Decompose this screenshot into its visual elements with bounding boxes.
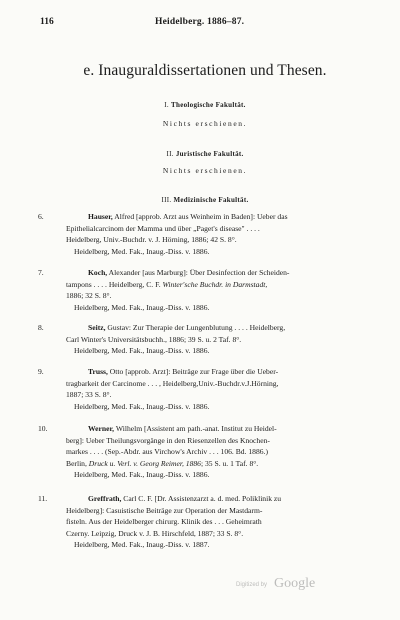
- entry-text: markes . . . . (Sep.-Abdr. aus Virchow's Archiv . . . 106. Bd. 1886.): [66, 447, 268, 457]
- nothing-published-note: Nichts erschienen.: [162, 119, 248, 128]
- entry-text: Heidelberg, Univ.-Buchdr. v. J. Hörning, 1886; 42 S. 8°.: [66, 235, 237, 245]
- running-title: Heidelberg. 1886–87.: [155, 17, 245, 27]
- entry-dissertation-note: Heidelberg, Med. Fak., Inaug.-Diss. v. 1886.: [74, 401, 210, 411]
- entry-text: Berlin,: [66, 458, 89, 468]
- dissertation-entry: [38, 366, 370, 412]
- entry-number: 8.: [38, 323, 44, 332]
- section-title: e. Inauguraldissertationen und Thesen.: [83, 62, 327, 79]
- entry-number: 10.: [38, 424, 48, 433]
- entry-author: Greffrath,: [88, 494, 122, 503]
- entry-number: 6.: [38, 212, 44, 221]
- svg-text:Google: Google: [274, 576, 316, 591]
- entry-text: Czerny. Leipzig, Druck v. J. B. Hirschfeld, 1887; 33 S. 8°.: [66, 528, 244, 538]
- dissertation-entry: [38, 493, 370, 551]
- faculty-heading-law: [40, 150, 370, 158]
- faculty-numeral: III.: [161, 196, 172, 204]
- entry-text: tragbarkeit der Carcinome . . . , Heidelberg,Univ.-Buchdr.v.J.Hörning,: [66, 378, 279, 388]
- entry-dissertation-note: Heidelberg, Med. Fak., Inaug.-Diss. v. 1886.: [74, 246, 210, 256]
- entry-text: Carl C. F. [Dr. Assistenzarzt a. d. med. Poliklinik zu: [121, 494, 282, 503]
- entry-text: Gustav: Zur Therapie der Lungenblutung . . . . Heidelberg,: [105, 323, 286, 332]
- entry-dissertation-note: Heidelberg, Med. Fak., Inaug.-Diss. v. 1886.: [74, 346, 210, 356]
- entry-text: 1886; 32 S. 8°.: [66, 291, 112, 301]
- entry-text: Wilhelm [Assistent am path.-anat. Institut zu Heidel-: [114, 424, 277, 433]
- dissertation-entry: [38, 423, 370, 481]
- entry-dissertation-note: Heidelberg, Med. Fak., Inaug.-Diss. v. 1887.: [74, 540, 210, 550]
- entry-text: berg]: Ueber Theilungsvorgänge in den Riesenzellen des Knochen-: [66, 435, 270, 445]
- faculty-numeral: I.: [164, 101, 169, 109]
- entry-number: 11.: [38, 494, 48, 503]
- faculty-name: Theologische Fakultät.: [171, 101, 246, 109]
- entry-text: ; 35 S. u. 1 Taf. 8°.: [200, 458, 259, 468]
- entry-author: Truss,: [88, 367, 108, 376]
- dissertation-entry: [38, 211, 370, 257]
- entry-number: 7.: [38, 268, 44, 277]
- entry-printer-italic: Druck u. Verl. v. Georg Reimer, 1886: [88, 458, 201, 468]
- entry-text: Heidelberg]: Casuistische Beiträge zur Operation der Mastdarm-: [66, 505, 263, 515]
- entry-text: fisteln. Aus der Heidelberger chirurg. Klinik des . . . Geheimrath: [66, 517, 262, 527]
- faculty-name: Medizinische Fakultät.: [173, 196, 249, 204]
- entry-text: Epithelialcarcinom der Mamma und über „Paget's disease" . . . .: [66, 223, 260, 233]
- google-watermark-logo: [236, 572, 326, 592]
- entry-text: tampons . . . . Heidelberg, C. F.: [66, 279, 163, 289]
- page-number: 116: [40, 17, 54, 27]
- dissertation-entry: [38, 267, 370, 313]
- faculty-heading-theology: [40, 101, 370, 109]
- entry-author: Koch,: [88, 268, 108, 277]
- entry-author: Werner,: [88, 424, 115, 433]
- entry-author: Hauser,: [88, 212, 113, 221]
- entry-dissertation-note: Heidelberg, Med. Fak., Inaug.-Diss. v. 1886.: [74, 302, 210, 312]
- faculty-heading-medicine: [40, 196, 370, 204]
- faculty-name: Juristische Fakultät.: [175, 150, 244, 158]
- svg-text:Digitized by: Digitized by: [236, 582, 268, 588]
- entry-text: Alfred [approb. Arzt aus Weinheim in Baden]: Ueber das: [112, 212, 288, 221]
- entry-text: 1887; 33 S. 8°.: [66, 390, 112, 400]
- entry-author: Seitz,: [88, 323, 106, 332]
- faculty-numeral: II.: [166, 150, 174, 158]
- dissertation-entry: [38, 322, 370, 357]
- entry-text: Otto [approb. Arzt]: Beiträge zur Frage über die Ueber-: [107, 367, 279, 376]
- entry-text: Alexander [aus Marburg]: Über Desinfection der Scheiden-: [107, 268, 290, 277]
- entry-dissertation-note: Heidelberg, Med. Fak., Inaug.-Diss. v. 1886.: [74, 470, 210, 480]
- entry-printer-italic: Winter'sche Buchdr. in Darmstadt,: [162, 279, 268, 289]
- entry-number: 9.: [38, 367, 44, 376]
- nothing-published-note: Nichts erschienen.: [162, 166, 248, 175]
- entry-text: Carl Winter's Universitätsbuchh., 1886; 39 S. u. 2 Taf. 8°.: [66, 334, 242, 344]
